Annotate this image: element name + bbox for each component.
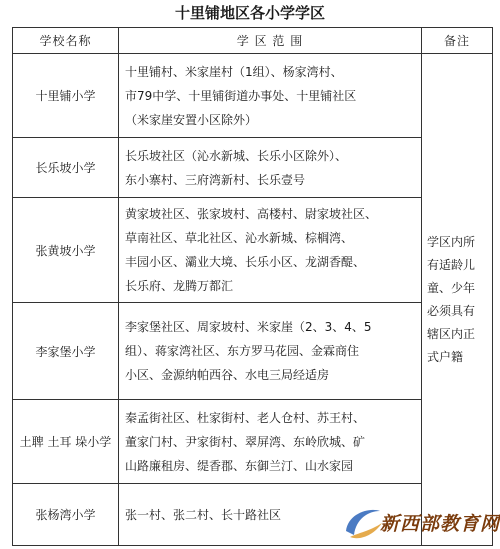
table-row (13, 198, 493, 303)
table-row (13, 138, 493, 198)
note-line: 有适龄儿 (427, 257, 476, 272)
school-name: 长乐坡小学 (13, 138, 119, 198)
school-name: 李家堡小学 (13, 303, 119, 400)
school-name: 张黄坡小学 (13, 198, 119, 303)
note-cell (422, 54, 493, 546)
watermark-logo (340, 501, 498, 545)
note-line: 必须具有 (427, 303, 476, 318)
range-line: 东小寨村、三府湾新村、长乐壹号 (125, 172, 306, 187)
range-line: 组）、蒋家湾社区、东方罗马花园、金霖商住 (125, 344, 360, 358)
district-range (119, 138, 422, 198)
district-table (12, 27, 493, 546)
range-line: 十里铺村、米家崖村（1组）、杨家湾村、 (125, 64, 343, 79)
range-line: 山路廉租房、缇香郡、东御兰汀、山水家园 (125, 458, 354, 473)
swoosh-icon (340, 501, 384, 545)
range-line: 长乐坡社区（沁水新城、长乐小区除外）、 (125, 148, 348, 163)
district-range (119, 198, 422, 303)
district-range (119, 54, 422, 138)
range-line: 秦孟街社区、杜家街村、老人仓村、苏王村、 (125, 410, 366, 425)
range-line: 长乐府、龙腾万都汇 (125, 279, 234, 293)
header-row (13, 28, 493, 54)
range-line: 董家门村、尹家街村、翠屏湾、东岭欣城、矿 (125, 434, 366, 449)
header-range: 学 区 范 围 (119, 28, 422, 54)
range-line: 丰园小区、灞业大境、长乐小区、龙湖香醍、 (125, 255, 366, 269)
note-line: 辖区内正 (427, 326, 476, 341)
watermark-text: 新西部教育网 (380, 513, 500, 535)
note-line: 学区内所 (427, 234, 476, 249)
district-range (119, 400, 422, 484)
range-line: 李家堡社区、周家坡村、米家崖（2、3、4、5 (125, 320, 372, 334)
school-name: 土聛 土耳 垛小学 (13, 400, 119, 484)
school-name: 十里铺小学 (13, 54, 119, 138)
header-note: 备注 (422, 28, 493, 54)
table-row (13, 303, 493, 400)
range-line: （米家崖安置小区除外） (125, 112, 258, 127)
note-line: 童、少年 (427, 280, 476, 295)
header-school: 学校名称 (13, 28, 119, 54)
range-line: 市79中学、十里铺街道办事处、十里铺社区 (125, 88, 357, 103)
range-line: 草南社区、草北社区、沁水新城、棕榈湾、 (125, 231, 354, 245)
range-line: 小区、金源纳帕西谷、水电三局经适房 (125, 368, 330, 382)
page-title: 十里铺地区各小学学区 (174, 4, 325, 22)
table-row (13, 54, 493, 138)
range-line: 张一村、张二村、长十路社区 (125, 507, 282, 522)
table-row (13, 400, 493, 484)
range-line: 黄家坡社区、张家坡村、高楼村、尉家坡社区、 (125, 207, 378, 221)
district-range (119, 303, 422, 400)
school-name: 张杨湾小学 (13, 484, 119, 546)
note-line: 式户籍 (427, 349, 464, 364)
